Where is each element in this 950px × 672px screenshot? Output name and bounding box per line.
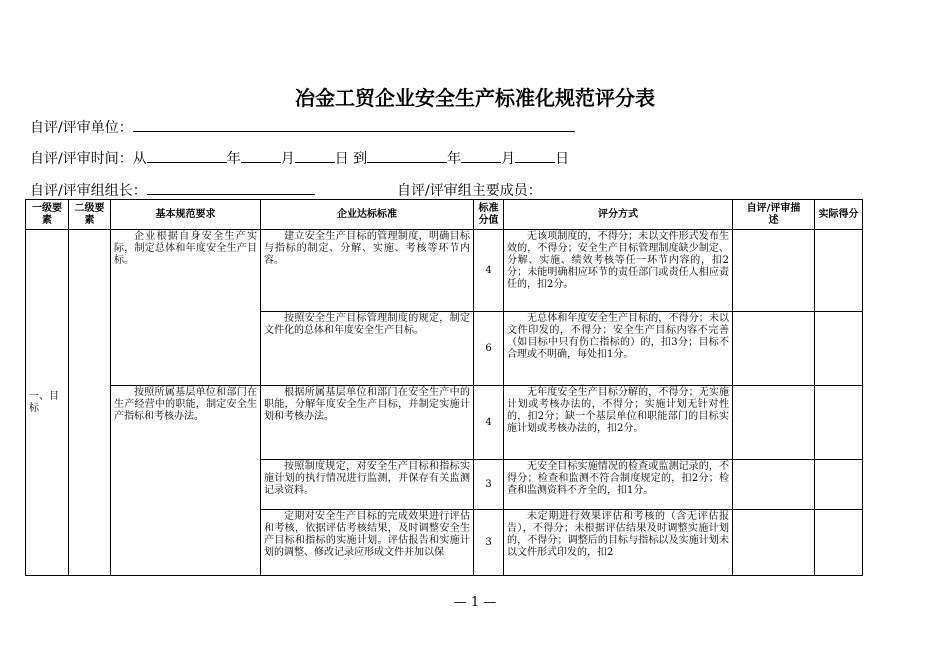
- header-method: 评分方式: [504, 200, 733, 230]
- score-table: [25, 199, 863, 576]
- to-year-field[interactable]: [367, 148, 447, 163]
- table-row: [26, 230, 863, 312]
- actual-score-cell[interactable]: [815, 386, 863, 460]
- year-label: 年: [226, 151, 241, 167]
- actual-score-cell[interactable]: [815, 230, 863, 312]
- members-label: 自评/评审组主要成员：: [397, 183, 542, 199]
- header-level2: 二级要素: [69, 200, 111, 230]
- method-cell: 无该项制度的，不得分；未以文件形式发布生效的，不得分；安全生产目标管理制度缺少制定、分解、实施、绩效考核等任一环节内容的，扣2分；未能明确相应环节的责任部门或责任人相应责任的，扣2分。: [504, 230, 733, 312]
- level1-cell: 一、目标: [26, 230, 69, 576]
- time-label: 自评/评审时间：从: [30, 151, 147, 167]
- basic-requirement-cell: 按照所属基层单位和部门在生产经营中的职能，制定安全生产指标和考核办法。: [111, 386, 261, 576]
- method-cell: 无总体和年度安全生产目标的，不得分；未以文件印发的，不得分；安全生产目标内容不完善（如目标中只有伤亡指标的）的，扣3分；目标不合理或不明确，每处扣1分。: [504, 312, 733, 386]
- unit-label: 自评/评审单位：: [30, 120, 133, 136]
- page-title: 冶金工贸企业安全生产标准化规范评分表: [295, 86, 655, 110]
- actual-score-cell[interactable]: [815, 460, 863, 510]
- from-day-field[interactable]: [295, 148, 335, 163]
- table-row: [26, 386, 863, 460]
- standard-cell: 定期对安全生产目标的完成效果进行评估和考核，依据评估考核结果，及时调整安全生产目标和指标的实施计划。评估报告和实施计划的调整、修改记录应形成文件并加以保: [261, 510, 474, 576]
- unit-line: [30, 117, 575, 137]
- table-header-row: [26, 200, 863, 230]
- header-score: 标准分值: [474, 200, 504, 230]
- score-cell: 3: [474, 460, 504, 510]
- method-cell: 无年度安全生产目标分解的，不得分；无实施计划或考核办法的，不得分；实施计划无针对性的，扣2分；缺一个基层单位和职能部门的目标实施计划或考核办法的，扣2分。: [504, 386, 733, 460]
- month-label: 月: [501, 151, 516, 167]
- description-cell[interactable]: [733, 460, 815, 510]
- from-month-field[interactable]: [241, 148, 281, 163]
- score-cell: 4: [474, 386, 504, 460]
- actual-score-cell[interactable]: [815, 312, 863, 386]
- time-line: [30, 148, 569, 168]
- description-cell[interactable]: [733, 386, 815, 460]
- header-basic: 基本规范要求: [111, 200, 261, 230]
- day-label: 日: [334, 151, 349, 167]
- year-label: 年: [447, 151, 462, 167]
- header-level1: 一级要素: [26, 200, 69, 230]
- header-description: 自评/评审描 述: [733, 200, 815, 230]
- leader-field[interactable]: [147, 180, 315, 195]
- description-cell[interactable]: [733, 230, 815, 312]
- level2-cell: [69, 230, 111, 576]
- description-cell[interactable]: [733, 510, 815, 576]
- standard-cell: 建立安全生产目标的管理制度，明确目标与指标的制定、分解、实施、考核等环节内容。: [261, 230, 474, 312]
- to-day-field[interactable]: [515, 148, 555, 163]
- actual-score-cell[interactable]: [815, 510, 863, 576]
- header-actual: 实际得分: [815, 200, 863, 230]
- method-cell: 未定期进行效果评估和考核的（含无评估报告），不得分；未根据评估结果及时调整实施计划的，不得分；调整后的目标与指标以及实施计划未以文件形式印发的，扣2: [504, 510, 733, 576]
- score-cell: 6: [474, 312, 504, 386]
- basic-requirement-cell: 企业根据自身安全生产实际，制定总体和年度安全生产目标。: [111, 230, 261, 386]
- method-cell: 无安全目标实施情况的检查或监测记录的，不得分；检查和监测不符合制度规定的，扣2分；检查和监测资料不齐全的，扣1分。: [504, 460, 733, 510]
- to-month-field[interactable]: [461, 148, 501, 163]
- standard-cell: 按照安全生产目标管理制度的规定，制定文件化的总体和年度安全生产目标。: [261, 312, 474, 386]
- unit-field[interactable]: [133, 117, 575, 132]
- page-number: — 1 —: [453, 595, 497, 610]
- leader-label: 自评/评审组组长：: [30, 183, 147, 199]
- standard-cell: 根据所属基层单位和部门在安全生产中的职能，分解年度安全生产目标，并制定实施计划和考核办法。: [261, 386, 474, 460]
- leader-line: [30, 180, 315, 200]
- from-year-field[interactable]: [147, 148, 227, 163]
- score-cell: 3: [474, 510, 504, 576]
- score-cell: 4: [474, 230, 504, 312]
- month-label: 月: [280, 151, 295, 167]
- header-standard: 企业达标标准: [261, 200, 474, 230]
- standard-cell: 按照制度规定，对安全生产目标和指标实施计划的执行情况进行监测，并保存有关监测记录资料。: [261, 460, 474, 510]
- members-line: [397, 180, 542, 200]
- description-cell[interactable]: [733, 312, 815, 386]
- day-label: 日: [555, 151, 570, 167]
- to-label: 到: [353, 151, 368, 167]
